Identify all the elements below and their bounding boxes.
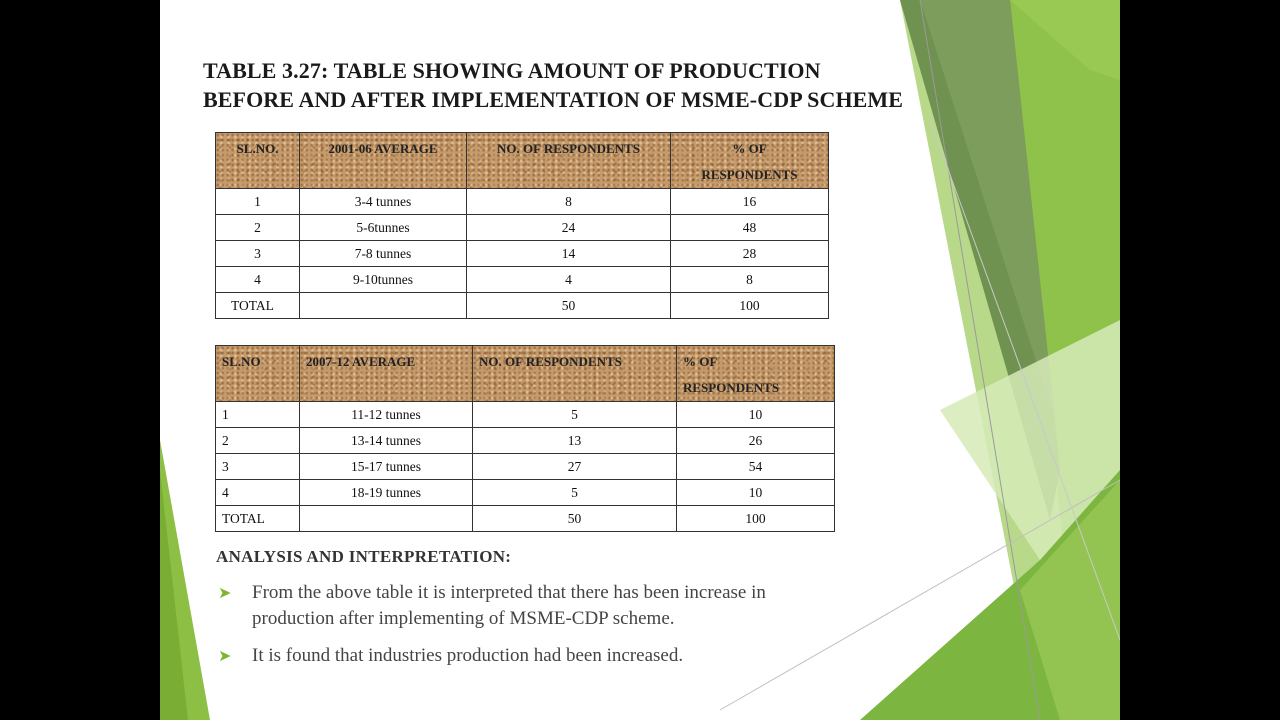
cell-percent: 28 xyxy=(671,241,829,267)
table-row xyxy=(216,241,829,267)
cell-sl-no: 4 xyxy=(216,267,300,293)
cell-percent: 16 xyxy=(671,189,829,215)
cell-sl-no: 2 xyxy=(216,215,300,241)
cell-average: 13-14 tunnes xyxy=(300,428,473,454)
cell-average: 9-10tunnes xyxy=(300,267,467,293)
table-row xyxy=(216,189,829,215)
cell-sl-no: 1 xyxy=(216,189,300,215)
slide xyxy=(160,0,1120,720)
cell-average: 3-4 tunnes xyxy=(300,189,467,215)
cell-respondents: 5 xyxy=(473,480,677,506)
header-percent-line1: % OF xyxy=(683,354,718,369)
header-percent-line2: RESPONDENTS xyxy=(683,380,780,395)
cell-percent: 100 xyxy=(677,506,835,532)
table-row xyxy=(216,454,835,480)
cell-percent: 10 xyxy=(677,480,835,506)
table-total-row xyxy=(216,293,829,319)
header-average: 2007-12 AVERAGE xyxy=(300,346,473,402)
table-row xyxy=(216,480,835,506)
cell-average xyxy=(300,293,467,319)
header-average: 2001-06 AVERAGE xyxy=(300,133,467,189)
bullet-line: From the above table it is interpreted that there has been increase in xyxy=(252,582,766,603)
cell-percent: 10 xyxy=(677,402,835,428)
cell-sl-no: 4 xyxy=(216,480,300,506)
cell-respondents: 8 xyxy=(467,189,671,215)
production-table-2007-12 xyxy=(215,345,835,532)
header-respondents: NO. OF RESPONDENTS xyxy=(473,346,677,402)
header-percent xyxy=(677,346,835,402)
header-percent-line1: % OF xyxy=(732,141,767,156)
cell-percent: 26 xyxy=(677,428,835,454)
cell-sl-no: 2 xyxy=(216,428,300,454)
cell-respondents: 4 xyxy=(467,267,671,293)
table-row xyxy=(216,267,829,293)
cell-respondents: 50 xyxy=(467,293,671,319)
production-table-2001-06 xyxy=(215,132,829,319)
cell-sl-no: 3 xyxy=(216,454,300,480)
table-header-row xyxy=(216,133,829,189)
cell-average: 7-8 tunnes xyxy=(300,241,467,267)
header-sl-no: SL.NO xyxy=(216,346,300,402)
cell-percent: 54 xyxy=(677,454,835,480)
bullet-item xyxy=(216,580,896,632)
cell-average: 15-17 tunnes xyxy=(300,454,473,480)
cell-respondents: 13 xyxy=(473,428,677,454)
bullet-item xyxy=(216,643,896,669)
cell-sl-no: 3 xyxy=(216,241,300,267)
cell-average: 18-19 tunnes xyxy=(300,480,473,506)
slide-title xyxy=(203,56,903,114)
cell-average xyxy=(300,506,473,532)
bullet-line: production after implementing of MSME-CDP scheme. xyxy=(252,608,675,629)
cell-percent: 100 xyxy=(671,293,829,319)
cell-respondents: 50 xyxy=(473,506,677,532)
cell-total-label: TOTAL xyxy=(216,293,300,319)
title-line-2: BEFORE AND AFTER IMPLEMENTATION OF MSME-CDP SCHEME xyxy=(203,87,904,112)
cell-respondents: 24 xyxy=(467,215,671,241)
analysis-bullet-list xyxy=(216,580,896,680)
cell-sl-no: 1 xyxy=(216,402,300,428)
table-row xyxy=(216,428,835,454)
cell-respondents: 27 xyxy=(473,454,677,480)
title-line-1: TABLE 3.27: TABLE SHOWING AMOUNT OF PRODUCTION xyxy=(203,58,821,83)
table-row xyxy=(216,402,835,428)
header-respondents: NO. OF RESPONDENTS xyxy=(467,133,671,189)
table-row xyxy=(216,215,829,241)
table-total-row xyxy=(216,506,835,532)
header-percent xyxy=(671,133,829,189)
cell-average: 11-12 tunnes xyxy=(300,402,473,428)
cell-percent: 48 xyxy=(671,215,829,241)
cell-respondents: 5 xyxy=(473,402,677,428)
analysis-heading: ANALYSIS AND INTERPRETATION: xyxy=(216,547,512,566)
table-header-row xyxy=(216,346,835,402)
cell-respondents: 14 xyxy=(467,241,671,267)
bullet-line: It is found that industries production had been increased. xyxy=(252,645,684,666)
arrow-bullet-icon: ➤ xyxy=(218,583,232,602)
cell-average: 5-6tunnes xyxy=(300,215,467,241)
cell-percent: 8 xyxy=(671,267,829,293)
cell-total-label: TOTAL xyxy=(216,506,300,532)
arrow-bullet-icon: ➤ xyxy=(218,646,232,665)
header-percent-line2: RESPONDENTS xyxy=(701,167,798,182)
header-sl-no: SL.NO. xyxy=(216,133,300,189)
